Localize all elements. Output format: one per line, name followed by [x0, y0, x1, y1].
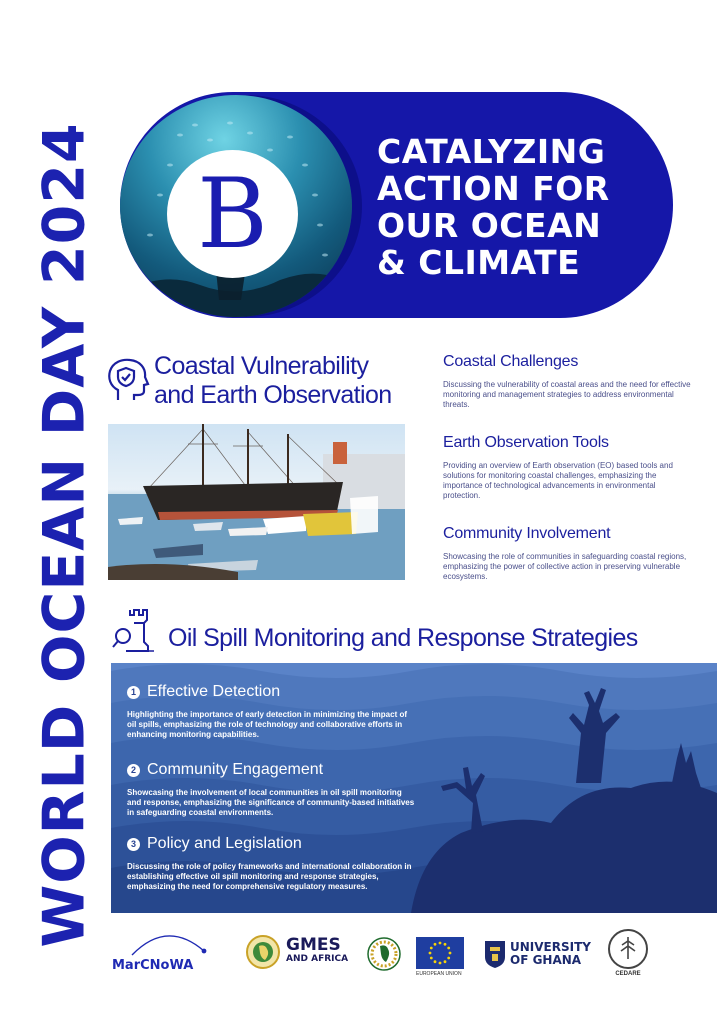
info-body: Providing an overview of Earth observation (EO) based tools and solutions for monitoring coastal challenges, emphasizing the importance of technological advancements in environmental protection. [443, 461, 673, 500]
section1-title-line: and Earth Observation [154, 381, 392, 409]
cedare-logo [608, 929, 648, 977]
gmes-logo-text: GMES [286, 935, 341, 955]
head-shield-icon [104, 356, 152, 404]
section1-title-line: Coastal Vulnerability [154, 352, 369, 380]
oil-item-body: Discussing the role of policy frameworks and international collaboration in establishing effective oil spill monitoring and response strategies, emphasizing the need for comprehensive regulatory measures. [127, 862, 412, 891]
marcnowa-logo [112, 927, 222, 973]
info-body: Discussing the vulnerability of coastal areas and the need for effective monitoring and management strategies to address environmental threats. [443, 380, 691, 409]
info-earth-observation-tools [443, 434, 693, 501]
hero-title-line: ACTION FOR [377, 169, 610, 208]
number-badge: 2 [127, 764, 140, 777]
partner-logos [110, 925, 710, 985]
oil-item-effective-detection [127, 683, 427, 740]
hero-title-line: OUR OCEAN [377, 206, 602, 245]
info-heading: Earth Observation Tools [443, 434, 609, 451]
gmes-logo [286, 937, 348, 964]
european-union-logo [416, 937, 464, 977]
eu-flag-icon [416, 937, 464, 969]
tower-magnifier-icon [112, 606, 158, 654]
eu-caption: EUROPEAN UNION [416, 971, 462, 977]
oil-item-heading: Community Engagement [147, 761, 324, 778]
african-union-logo [366, 937, 402, 976]
gmes-logo-subtext: AND AFRICA [286, 954, 349, 964]
b-logo-letter: B [197, 158, 268, 270]
b-logo [167, 150, 298, 278]
info-coastal-challenges [443, 353, 693, 410]
oil-spill-panel [111, 663, 717, 913]
info-heading: Community Involvement [443, 525, 611, 542]
section2-title: Oil Spill Monitoring and Response Strategies [168, 624, 638, 652]
ug-logo-text: OF GHANA [510, 953, 582, 967]
oil-item-body: Showcasing the involvement of local communities in oil spill monitoring and response, emphasizing the significance of community-based initiatives in safeguarding coastal environments. [127, 788, 415, 817]
section1-title [154, 352, 424, 410]
harbor-photo [108, 424, 405, 580]
hero-title-line: & CLIMATE [377, 243, 581, 282]
ug-logo-text: UNIVERSITY [510, 940, 591, 954]
university-of-ghana-logo [484, 939, 591, 969]
number-badge: 1 [127, 686, 140, 699]
oil-item-heading: Policy and Legislation [147, 835, 302, 852]
oil-item-community-engagement [127, 761, 427, 818]
oil-item-policy-legislation [127, 835, 427, 892]
oil-item-heading: Effective Detection [147, 683, 281, 700]
hero-title-line: CATALYZING [377, 132, 606, 171]
cedare-emblem-icon [608, 929, 648, 969]
info-community-involvement [443, 525, 693, 582]
number-badge: 3 [127, 838, 140, 851]
marcnowa-logo-text: MarCNoWA [112, 958, 194, 973]
oil-item-body: Highlighting the importance of early detection in minimizing the impact of oil spills, emphasizing the role of technology and collaborative efforts in enhancing monitoring capabilities. [127, 710, 408, 739]
info-heading: Coastal Challenges [443, 353, 579, 370]
side-title [30, 95, 100, 975]
side-title-text: WORLD OCEAN DAY 2024 [32, 122, 99, 948]
hero-title [377, 133, 657, 281]
african-union-emblem [246, 935, 280, 974]
info-body: Showcasing the role of communities in safeguarding coastal regions, emphasizing the power of collective action in preserving vulnerable ecosystems. [443, 552, 687, 581]
cedare-logo-text: CEDARE [615, 971, 641, 977]
